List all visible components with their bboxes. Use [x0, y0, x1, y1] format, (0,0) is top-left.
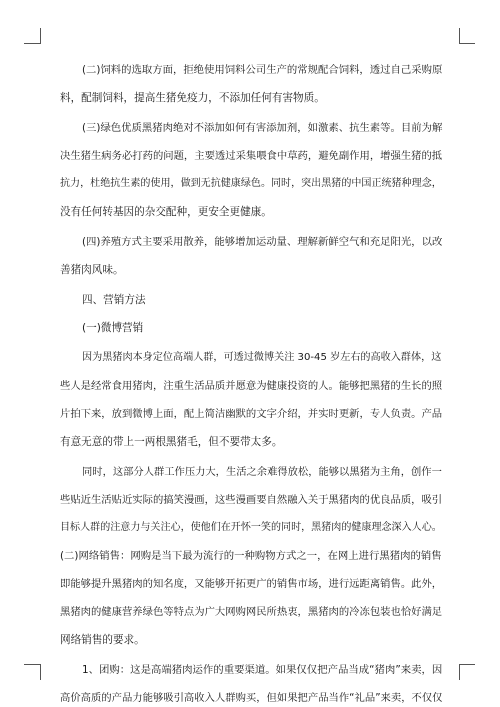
body-line: 目标人群的注意力与关注心，使他们在开怀一笑的同时，黑猪肉的健康理念深入人心。 — [60, 522, 442, 533]
crop-mark-bottom-left-v — [40, 664, 41, 680]
body-line: 同时，这部分人群工作压力大，生活之余难得放松，能够以黑猪为主角，创作一 — [82, 466, 442, 478]
body-line: 没有任何转基因的杂交配种，更安全更健康。 — [60, 206, 272, 218]
body-line: (二)饲料的选取方面，拒绝使用饲料公司生产的常规配合饲料，透过自己采购原 — [82, 64, 443, 76]
body-line: 即能够提升黑猪肉的知名度，又能够开拓更广的销售市场，进行远距离销售。此外， — [60, 578, 443, 590]
body-line: 些人是经常食用猪肉，注重生活品质并愿意为健康投资的人。能够把黑猪的生长的照 — [60, 380, 443, 392]
crop-mark-top-left-v — [40, 28, 41, 44]
body-line: 片拍下来，放到微博上面，配上简洁幽默的文字介绍，并实时更新，专人负责。产品 — [60, 408, 443, 420]
body-line: (二)网络销售：网购是当下最为流行的一种购物方式之一，在网上进行黑猪肉的销售 — [60, 550, 442, 562]
body-line: 抗力，杜绝抗生素的使用，做到无抗健康绿色。同时，突出黑猪的中国正统猪种理念， — [60, 178, 442, 189]
crop-mark-bottom-right-h — [459, 664, 475, 665]
crop-mark-top-right-h — [459, 43, 475, 44]
body-line: 1、团购：这是高端猪肉运作的重要渠道。如果仅仅把产品当成“猪肉”来卖，因 — [82, 664, 443, 676]
crop-mark-top-left-h — [24, 43, 40, 44]
subsection-heading: (一)微博营销 — [82, 322, 144, 334]
body-line: 料，配制饲料，提高生猪免疫力，不添加任何有害物质。 — [60, 92, 325, 104]
body-line: 善猪肉风味。 — [60, 264, 124, 276]
body-line: 高价高质的产品力能够吸引高收入人群购买，但如果把产品当作“礼品”来卖，不仅仅 — [60, 692, 443, 704]
body-line: 决生猪生病务必打药的问题，主要透过采集喂食中草药，避免副作用，增强生猪的抵 — [60, 150, 443, 162]
body-line: 网络销售的要求。 — [60, 634, 145, 646]
body-line: 有意无意的带上一两根黑猪毛，但不要带太多。 — [60, 436, 283, 448]
section-heading: 四、营销方法 — [82, 294, 146, 306]
body-line: (三)绿色优质黑猪肉绝对不添加如何有害添加剂，如激素、抗生素等。目前为解 — [82, 122, 443, 134]
crop-mark-top-right-v — [459, 28, 460, 44]
body-line: 因为黑猪肉本身定位高端人群，可透过微博关注 30-45 岁左右的高收入群体，这 — [82, 352, 442, 363]
crop-mark-bottom-right-v — [459, 664, 460, 680]
body-line: 些贴近生活贴近实际的搞笑漫画，这些漫画要自然融入关于黑猪肉的优良品质，吸引 — [60, 494, 443, 506]
body-line: (四)养殖方式主要采用散养，能够增加运动量、理解新鲜空气和充足阳光，以改 — [82, 236, 443, 248]
body-line: 黑猪肉的健康营养绿色等特点为广大网购网民所热衷，黑猪肉的冷冻包装也恰好满足 — [60, 606, 443, 618]
crop-mark-bottom-left-h — [24, 664, 40, 665]
